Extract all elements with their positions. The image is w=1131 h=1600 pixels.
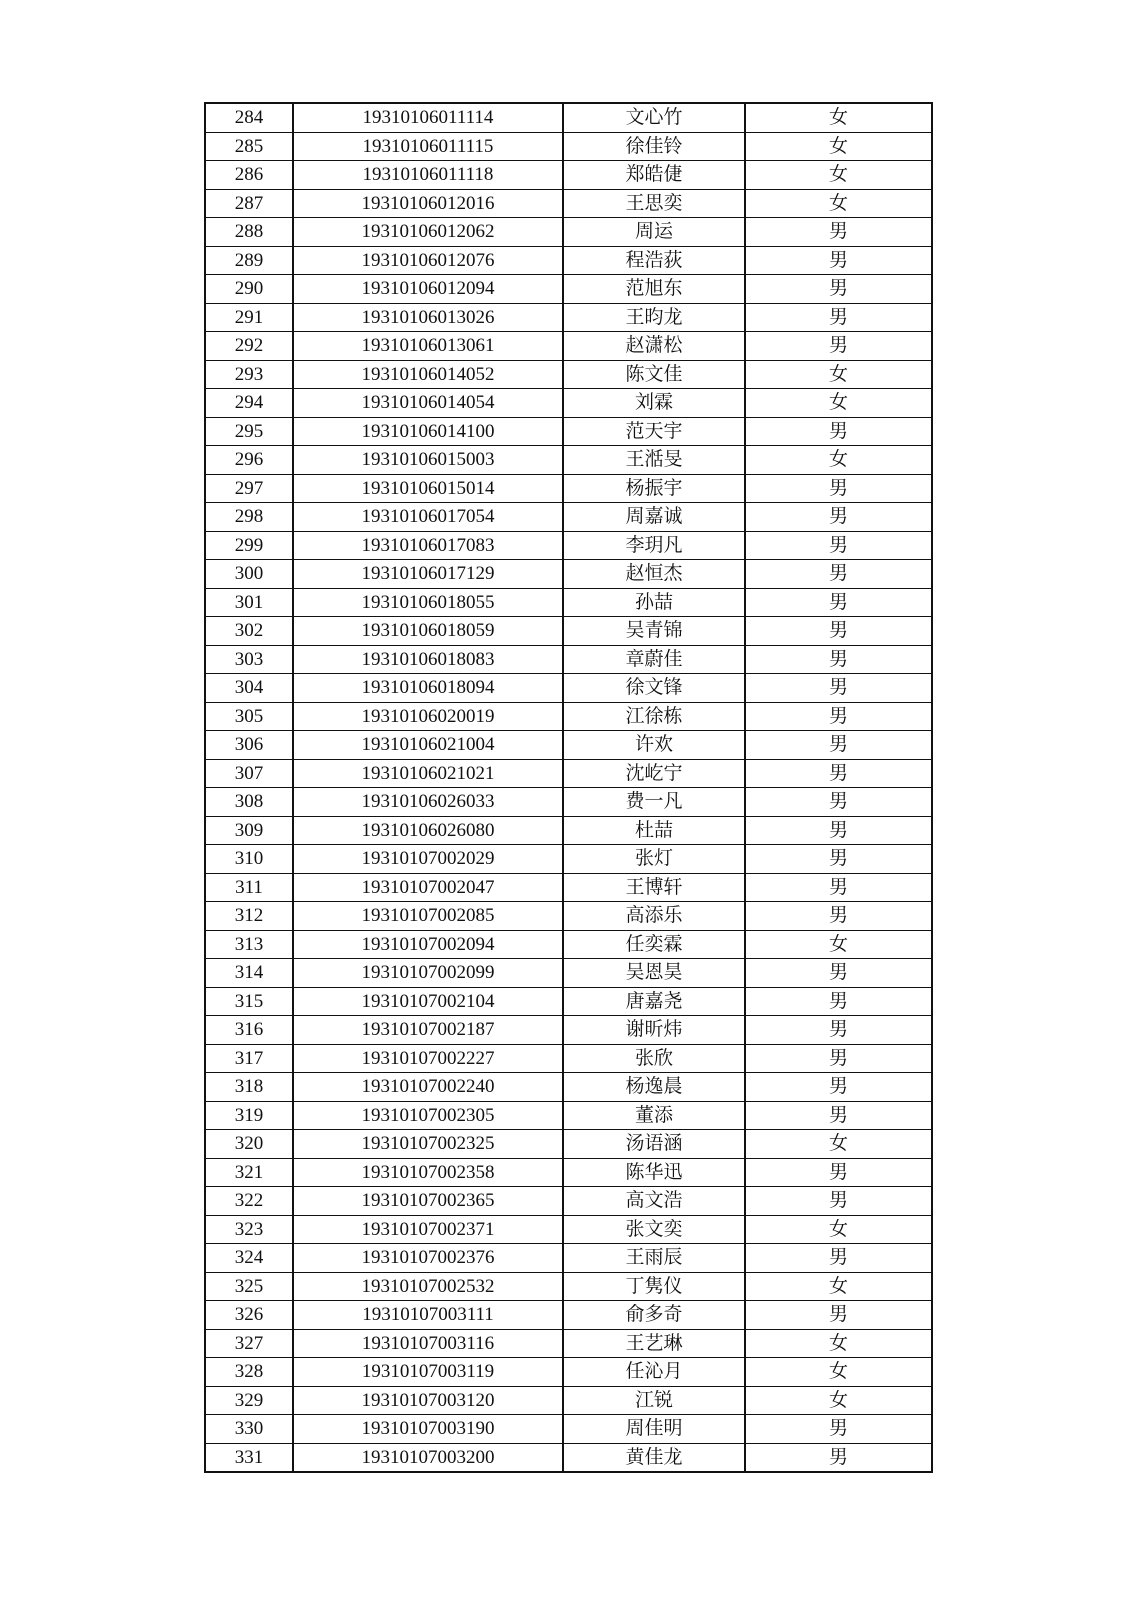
gender-cell: 女 (745, 389, 932, 418)
table-row (205, 531, 932, 560)
row-number-cell: 330 (205, 1415, 293, 1444)
exam-id-cell: 19310106017129 (293, 560, 563, 589)
name-cell: 杨逸晨 (563, 1073, 745, 1102)
row-number-cell: 305 (205, 702, 293, 731)
gender-cell: 女 (745, 360, 932, 389)
row-number-cell: 287 (205, 189, 293, 218)
name-cell: 汤语涵 (563, 1130, 745, 1159)
table-row (205, 1158, 932, 1187)
exam-id-cell: 19310106012076 (293, 246, 563, 275)
row-number-cell: 315 (205, 987, 293, 1016)
row-number-cell: 291 (205, 303, 293, 332)
exam-id-cell: 19310106026080 (293, 816, 563, 845)
exam-id-cell: 19310106018083 (293, 645, 563, 674)
name-cell: 赵潇松 (563, 332, 745, 361)
exam-id-cell: 19310106018055 (293, 588, 563, 617)
gender-cell: 男 (745, 246, 932, 275)
gender-cell: 男 (745, 1158, 932, 1187)
gender-cell: 男 (745, 1187, 932, 1216)
name-cell: 吴恩昊 (563, 959, 745, 988)
gender-cell: 男 (745, 1415, 932, 1444)
row-number-cell: 300 (205, 560, 293, 589)
name-cell: 任奕霖 (563, 930, 745, 959)
table-row (205, 1443, 932, 1472)
exam-id-cell: 19310107002376 (293, 1244, 563, 1273)
gender-cell: 女 (745, 1272, 932, 1301)
gender-cell: 男 (745, 1244, 932, 1273)
exam-id-cell: 19310106017083 (293, 531, 563, 560)
row-number-cell: 296 (205, 446, 293, 475)
gender-cell: 男 (745, 1044, 932, 1073)
row-number-cell: 321 (205, 1158, 293, 1187)
row-number-cell: 285 (205, 132, 293, 161)
table-row (205, 503, 932, 532)
table-row (205, 959, 932, 988)
table-row (205, 1016, 932, 1045)
row-number-cell: 306 (205, 731, 293, 760)
gender-cell: 男 (745, 1301, 932, 1330)
row-number-cell: 329 (205, 1386, 293, 1415)
table-row (205, 1073, 932, 1102)
exam-id-cell: 19310106011118 (293, 161, 563, 190)
name-cell: 徐佳铃 (563, 132, 745, 161)
exam-id-cell: 19310106021021 (293, 759, 563, 788)
name-cell: 张欣 (563, 1044, 745, 1073)
row-number-cell: 286 (205, 161, 293, 190)
exam-id-cell: 19310106018059 (293, 617, 563, 646)
name-cell: 张文奕 (563, 1215, 745, 1244)
exam-id-cell: 19310106014100 (293, 417, 563, 446)
exam-id-cell: 19310107002104 (293, 987, 563, 1016)
exam-id-cell: 19310107002325 (293, 1130, 563, 1159)
row-number-cell: 304 (205, 674, 293, 703)
table-row (205, 1044, 932, 1073)
row-number-cell: 319 (205, 1101, 293, 1130)
row-number-cell: 318 (205, 1073, 293, 1102)
row-number-cell: 311 (205, 873, 293, 902)
name-cell: 程浩荻 (563, 246, 745, 275)
exam-id-cell: 19310107003200 (293, 1443, 563, 1472)
gender-cell: 男 (745, 987, 932, 1016)
name-cell: 陈华迅 (563, 1158, 745, 1187)
name-cell: 黄佳龙 (563, 1443, 745, 1472)
name-cell: 范旭东 (563, 275, 745, 304)
name-cell: 范天宇 (563, 417, 745, 446)
name-cell: 高文浩 (563, 1187, 745, 1216)
gender-cell: 男 (745, 218, 932, 247)
exam-id-cell: 19310106020019 (293, 702, 563, 731)
table-row (205, 417, 932, 446)
row-number-cell: 328 (205, 1358, 293, 1387)
table-row (205, 645, 932, 674)
name-cell: 许欢 (563, 731, 745, 760)
table-row (205, 189, 932, 218)
table-row (205, 1101, 932, 1130)
name-cell: 谢昕炜 (563, 1016, 745, 1045)
exam-id-cell: 19310106012094 (293, 275, 563, 304)
student-list-table (204, 102, 933, 1473)
gender-cell: 女 (745, 103, 932, 132)
gender-cell: 男 (745, 588, 932, 617)
name-cell: 刘霖 (563, 389, 745, 418)
name-cell: 王昀龙 (563, 303, 745, 332)
gender-cell: 男 (745, 1101, 932, 1130)
table-row (205, 788, 932, 817)
gender-cell: 男 (745, 959, 932, 988)
exam-id-cell: 19310107002227 (293, 1044, 563, 1073)
gender-cell: 女 (745, 1130, 932, 1159)
table-row (205, 702, 932, 731)
gender-cell: 男 (745, 1016, 932, 1045)
gender-cell: 男 (745, 645, 932, 674)
exam-id-cell: 19310107002305 (293, 1101, 563, 1130)
table-row (205, 560, 932, 589)
name-cell: 董添 (563, 1101, 745, 1130)
name-cell: 张灯 (563, 845, 745, 874)
row-number-cell: 301 (205, 588, 293, 617)
table-row (205, 161, 932, 190)
exam-id-cell: 19310107003116 (293, 1329, 563, 1358)
exam-id-cell: 19310107002365 (293, 1187, 563, 1216)
exam-id-cell: 19310106011114 (293, 103, 563, 132)
name-cell: 任沁月 (563, 1358, 745, 1387)
row-number-cell: 331 (205, 1443, 293, 1472)
table-row (205, 1329, 932, 1358)
row-number-cell: 309 (205, 816, 293, 845)
row-number-cell: 327 (205, 1329, 293, 1358)
name-cell: 沈屹宁 (563, 759, 745, 788)
gender-cell: 女 (745, 446, 932, 475)
name-cell: 陈文佳 (563, 360, 745, 389)
name-cell: 丁隽仪 (563, 1272, 745, 1301)
exam-id-cell: 19310107002532 (293, 1272, 563, 1301)
row-number-cell: 293 (205, 360, 293, 389)
exam-id-cell: 19310106017054 (293, 503, 563, 532)
row-number-cell: 298 (205, 503, 293, 532)
gender-cell: 男 (745, 332, 932, 361)
table-row (205, 1358, 932, 1387)
name-cell: 王艺琳 (563, 1329, 745, 1358)
row-number-cell: 325 (205, 1272, 293, 1301)
name-cell: 吴青锦 (563, 617, 745, 646)
name-cell: 唐嘉尧 (563, 987, 745, 1016)
exam-id-cell: 19310107002358 (293, 1158, 563, 1187)
row-number-cell: 314 (205, 959, 293, 988)
name-cell: 周佳明 (563, 1415, 745, 1444)
gender-cell: 男 (745, 503, 932, 532)
name-cell: 赵恒杰 (563, 560, 745, 589)
exam-id-cell: 19310107002047 (293, 873, 563, 902)
name-cell: 俞多奇 (563, 1301, 745, 1330)
row-number-cell: 299 (205, 531, 293, 560)
name-cell: 周嘉诚 (563, 503, 745, 532)
table-row (205, 845, 932, 874)
table-row (205, 1130, 932, 1159)
table-row (205, 332, 932, 361)
table-row (205, 1187, 932, 1216)
table-row (205, 674, 932, 703)
table-row (205, 218, 932, 247)
table-row (205, 303, 932, 332)
row-number-cell: 294 (205, 389, 293, 418)
row-number-cell: 303 (205, 645, 293, 674)
exam-id-cell: 19310107003190 (293, 1415, 563, 1444)
exam-id-cell: 19310107002085 (293, 902, 563, 931)
gender-cell: 男 (745, 1443, 932, 1472)
gender-cell: 女 (745, 1386, 932, 1415)
name-cell: 徐文锋 (563, 674, 745, 703)
table-row (205, 1272, 932, 1301)
gender-cell: 男 (745, 845, 932, 874)
gender-cell: 男 (745, 702, 932, 731)
gender-cell: 女 (745, 1215, 932, 1244)
table-row (205, 987, 932, 1016)
gender-cell: 男 (745, 531, 932, 560)
row-number-cell: 312 (205, 902, 293, 931)
exam-id-cell: 19310106015014 (293, 474, 563, 503)
exam-id-cell: 19310106013061 (293, 332, 563, 361)
exam-id-cell: 19310107002371 (293, 1215, 563, 1244)
table-row (205, 1415, 932, 1444)
gender-cell: 男 (745, 816, 932, 845)
row-number-cell: 284 (205, 103, 293, 132)
name-cell: 李玥凡 (563, 531, 745, 560)
name-cell: 章蔚佳 (563, 645, 745, 674)
name-cell: 高添乐 (563, 902, 745, 931)
gender-cell: 女 (745, 189, 932, 218)
gender-cell: 女 (745, 930, 932, 959)
table-row (205, 1301, 932, 1330)
exam-id-cell: 19310107002094 (293, 930, 563, 959)
row-number-cell: 308 (205, 788, 293, 817)
gender-cell: 男 (745, 417, 932, 446)
name-cell: 王思奕 (563, 189, 745, 218)
row-number-cell: 310 (205, 845, 293, 874)
name-cell: 文心竹 (563, 103, 745, 132)
exam-id-cell: 19310106021004 (293, 731, 563, 760)
name-cell: 杜喆 (563, 816, 745, 845)
row-number-cell: 316 (205, 1016, 293, 1045)
row-number-cell: 317 (205, 1044, 293, 1073)
name-cell: 王湉旻 (563, 446, 745, 475)
name-cell: 江徐栋 (563, 702, 745, 731)
row-number-cell: 322 (205, 1187, 293, 1216)
row-number-cell: 326 (205, 1301, 293, 1330)
table-row (205, 873, 932, 902)
name-cell: 杨振宇 (563, 474, 745, 503)
row-number-cell: 292 (205, 332, 293, 361)
gender-cell: 男 (745, 788, 932, 817)
table-row (205, 474, 932, 503)
exam-id-cell: 19310106018094 (293, 674, 563, 703)
gender-cell: 男 (745, 617, 932, 646)
gender-cell: 女 (745, 161, 932, 190)
gender-cell: 女 (745, 132, 932, 161)
table-row (205, 360, 932, 389)
name-cell: 郑皓倢 (563, 161, 745, 190)
table-row (205, 759, 932, 788)
name-cell: 周运 (563, 218, 745, 247)
gender-cell: 男 (745, 759, 932, 788)
table-row (205, 731, 932, 760)
exam-id-cell: 19310107003111 (293, 1301, 563, 1330)
row-number-cell: 307 (205, 759, 293, 788)
table-row (205, 246, 932, 275)
gender-cell: 女 (745, 1358, 932, 1387)
table-row (205, 1386, 932, 1415)
name-cell: 王雨辰 (563, 1244, 745, 1273)
table-row (205, 132, 932, 161)
gender-cell: 男 (745, 474, 932, 503)
exam-id-cell: 19310106014052 (293, 360, 563, 389)
gender-cell: 女 (745, 1329, 932, 1358)
row-number-cell: 324 (205, 1244, 293, 1273)
exam-id-cell: 19310106012062 (293, 218, 563, 247)
table-row (205, 588, 932, 617)
table-row (205, 902, 932, 931)
exam-id-cell: 19310107002187 (293, 1016, 563, 1045)
exam-id-cell: 19310106015003 (293, 446, 563, 475)
name-cell: 王博轩 (563, 873, 745, 902)
row-number-cell: 289 (205, 246, 293, 275)
exam-id-cell: 19310106026033 (293, 788, 563, 817)
name-cell: 费一凡 (563, 788, 745, 817)
gender-cell: 男 (745, 1073, 932, 1102)
row-number-cell: 323 (205, 1215, 293, 1244)
table-row (205, 1215, 932, 1244)
gender-cell: 男 (745, 303, 932, 332)
table-row (205, 930, 932, 959)
exam-id-cell: 19310107003120 (293, 1386, 563, 1415)
gender-cell: 男 (745, 674, 932, 703)
row-number-cell: 320 (205, 1130, 293, 1159)
exam-id-cell: 19310107002099 (293, 959, 563, 988)
gender-cell: 男 (745, 902, 932, 931)
gender-cell: 男 (745, 275, 932, 304)
table-row (205, 275, 932, 304)
exam-id-cell: 19310107002029 (293, 845, 563, 874)
table-row (205, 617, 932, 646)
table-row (205, 389, 932, 418)
name-cell: 孙喆 (563, 588, 745, 617)
exam-id-cell: 19310106014054 (293, 389, 563, 418)
table-row (205, 103, 932, 132)
gender-cell: 男 (745, 731, 932, 760)
row-number-cell: 295 (205, 417, 293, 446)
row-number-cell: 288 (205, 218, 293, 247)
table-row (205, 1244, 932, 1273)
exam-id-cell: 19310107003119 (293, 1358, 563, 1387)
name-cell: 江锐 (563, 1386, 745, 1415)
row-number-cell: 302 (205, 617, 293, 646)
exam-id-cell: 19310106011115 (293, 132, 563, 161)
table-body (205, 103, 932, 1472)
row-number-cell: 290 (205, 275, 293, 304)
exam-id-cell: 19310106013026 (293, 303, 563, 332)
gender-cell: 男 (745, 873, 932, 902)
row-number-cell: 313 (205, 930, 293, 959)
table-row (205, 816, 932, 845)
row-number-cell: 297 (205, 474, 293, 503)
exam-id-cell: 19310107002240 (293, 1073, 563, 1102)
table-row (205, 446, 932, 475)
exam-id-cell: 19310106012016 (293, 189, 563, 218)
gender-cell: 男 (745, 560, 932, 589)
